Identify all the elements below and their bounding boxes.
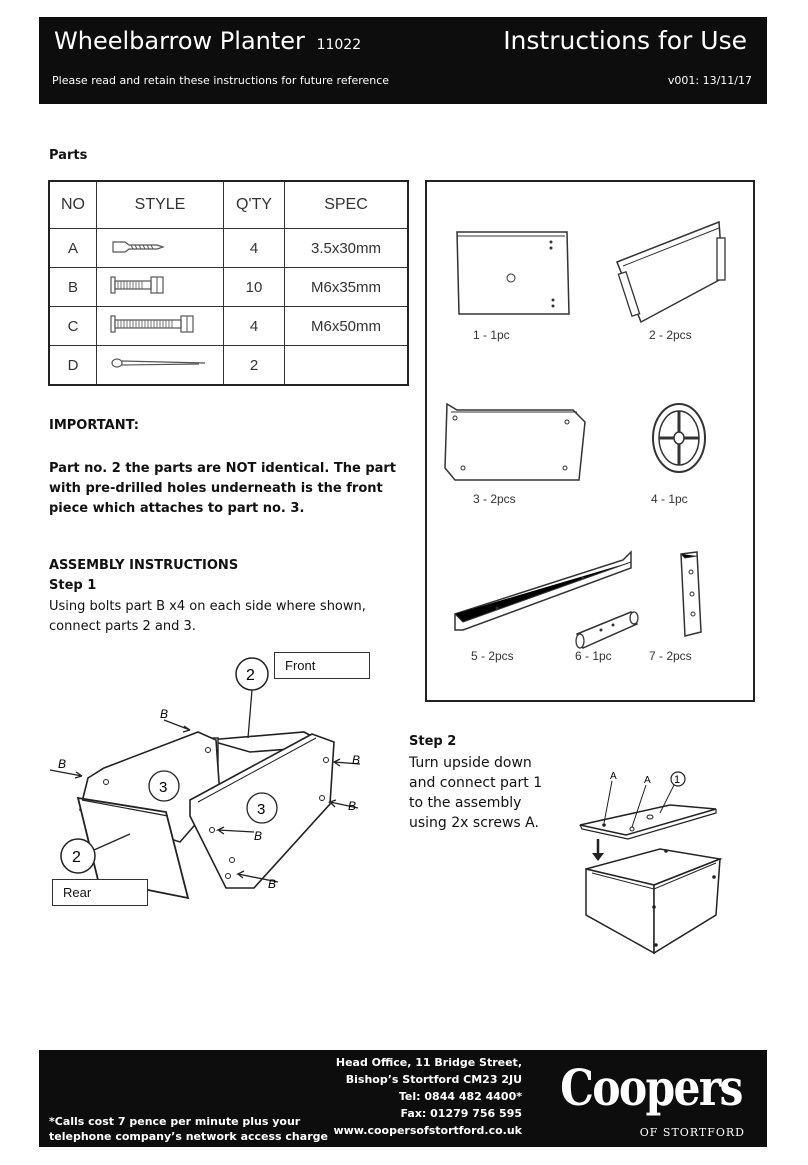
brand-logo: Coopers [560, 1058, 742, 1117]
part-style [97, 229, 224, 268]
bolt-letter: B [160, 707, 169, 721]
table-row [49, 229, 408, 268]
step1-title: Step 1 [49, 578, 97, 593]
part-style [97, 307, 224, 346]
calls-cost-note: *Calls cost 7 pence per minute plus your telephone company’s network access charge [49, 1115, 328, 1143]
front-label: Front [274, 652, 370, 679]
instructions-title: Instructions for Use [503, 26, 747, 55]
short-bolt-icon [105, 273, 215, 297]
header-bar [39, 17, 767, 104]
website-line: www.coopersofstortford.co.uk [333, 1124, 522, 1137]
part-5-drawing [455, 552, 631, 630]
callout-2: 2 [72, 849, 81, 866]
fax-line: Fax: 01279 756 595 [400, 1107, 522, 1120]
parts-table [48, 180, 409, 386]
version-label: v001: 13/11/17 [667, 74, 752, 87]
step2-title: Step 2 [409, 734, 457, 749]
brand-subtitle: OF STORTFORD [639, 1126, 745, 1139]
part-7-caption: 7 - 2pcs [649, 649, 692, 663]
phone-line: Tel: 0844 482 4400* [398, 1090, 522, 1103]
document-title [54, 27, 361, 55]
contact-address [333, 1054, 522, 1139]
part-1-caption: 1 - 1pc [473, 328, 510, 342]
part-qty: 4 [224, 307, 285, 346]
part-6-caption: 6 - 1pc [575, 649, 612, 663]
part-7-drawing [681, 552, 701, 636]
part-spec [285, 346, 409, 386]
split-pin-icon [105, 353, 215, 373]
long-bolt-icon [105, 312, 215, 336]
column-header: NO [49, 181, 97, 229]
part-3-drawing [445, 404, 585, 480]
bolt-letter: B [254, 829, 263, 843]
callout-1: 1 [674, 774, 681, 786]
column-header: STYLE [97, 181, 224, 229]
footer-bar [39, 1050, 767, 1147]
part-3-caption: 3 - 2pcs [473, 492, 516, 506]
part-2-caption: 2 - 2pcs [649, 328, 692, 342]
part-spec: M6x50mm [285, 307, 409, 346]
part-style [97, 268, 224, 307]
callout-2: 2 [246, 667, 255, 684]
table-row [49, 346, 408, 386]
components-illustration [427, 182, 753, 700]
bolt-letter: B [268, 877, 277, 891]
product-name: Wheelbarrow Planter [54, 27, 305, 55]
table-header-row [49, 181, 408, 229]
screw-letter: A [610, 771, 617, 782]
column-header: Q'TY [224, 181, 285, 229]
rear-label: Rear [52, 879, 148, 906]
bolt-letter: B [348, 799, 357, 813]
table-row [49, 307, 408, 346]
parts-heading: Parts [49, 148, 88, 163]
callout-3: 3 [257, 801, 266, 818]
screw-letter: A [644, 775, 651, 786]
important-note: Part no. 2 the parts are NOT identical. The part with pre-drilled holes underneath is the front piece which attaches to part no. 3. [49, 461, 397, 516]
part-4-caption: 4 - 1pc [651, 492, 688, 506]
step1-diagram [30, 648, 410, 908]
step1-text: Using bolts part B x4 on each side where shown, connect parts 2 and 3. [49, 599, 366, 634]
step2-diagram [570, 765, 740, 965]
part-no: C [49, 307, 97, 346]
part-no: A [49, 229, 97, 268]
part-qty: 2 [224, 346, 285, 386]
callout-3: 3 [159, 779, 168, 796]
header-subtitle: Please read and retain these instructions for future reference [52, 74, 390, 87]
part-spec: M6x35mm [285, 268, 409, 307]
part-qty: 4 [224, 229, 285, 268]
screw-icon [105, 236, 215, 256]
table-row [49, 268, 408, 307]
part-1-drawing [457, 232, 569, 314]
part-6-drawing [576, 612, 638, 648]
part-no: B [49, 268, 97, 307]
column-header: SPEC [285, 181, 409, 229]
bolt-letter: B [352, 753, 361, 767]
part-no: D [49, 346, 97, 386]
part-style [97, 346, 224, 386]
components-box [425, 180, 755, 702]
address-line: Bishop’s Stortford CM23 2JU [345, 1073, 522, 1086]
important-heading: IMPORTANT: [49, 418, 139, 433]
part-spec: 3.5x30mm [285, 229, 409, 268]
step2-text: Turn upside down and connect part 1 to the assembly using 2x screws A. [409, 755, 543, 831]
bolt-letter: B [58, 757, 67, 771]
assembly-heading: ASSEMBLY INSTRUCTIONS [49, 558, 239, 573]
part-4-wheel-drawing [653, 404, 705, 472]
part-2-drawing [617, 222, 725, 322]
address-line: Head Office, 11 Bridge Street, [335, 1056, 522, 1069]
part-qty: 10 [224, 268, 285, 307]
part-5-caption: 5 - 2pcs [471, 649, 514, 663]
product-code: 11022 [316, 37, 362, 53]
